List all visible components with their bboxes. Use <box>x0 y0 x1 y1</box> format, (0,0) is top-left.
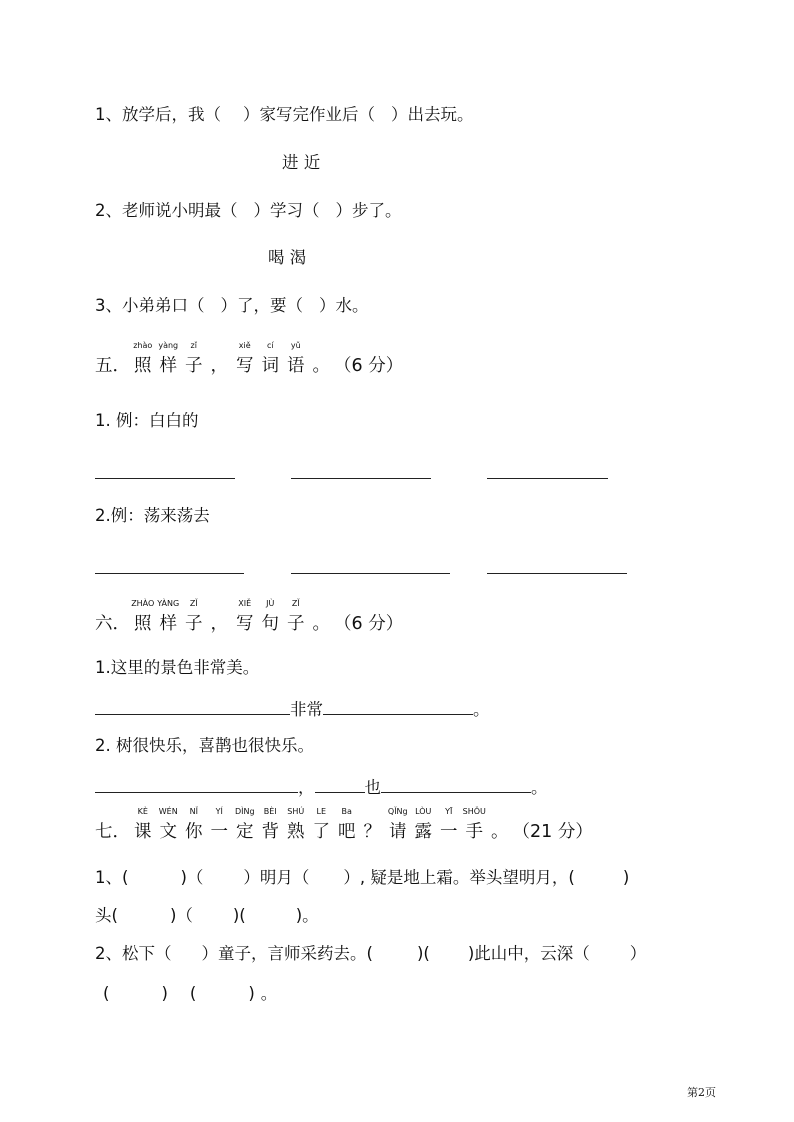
pinyin-annotation: cí <box>266 341 274 350</box>
ruby-char <box>156 807 182 844</box>
answer-line[interactable] <box>487 573 627 574</box>
heading-char: 手 <box>465 822 483 842</box>
heading-char: 熟 <box>287 822 305 842</box>
ruby-char <box>130 807 156 844</box>
answer-line[interactable] <box>291 478 431 479</box>
pinyin-annotation: YÍ <box>215 807 223 816</box>
ruby-char <box>258 599 284 636</box>
section-6-fill-1: 非常 。 <box>95 696 490 721</box>
ruby-char <box>130 599 156 636</box>
heading-char: ？ <box>363 822 381 842</box>
answer-line[interactable] <box>95 573 244 574</box>
answer-line[interactable] <box>323 696 473 715</box>
ruby-char <box>487 820 513 844</box>
heading-char: 语 <box>287 356 305 376</box>
heading-char: 写 <box>236 614 254 634</box>
pinyin-annotation: LE <box>316 807 326 816</box>
section-7-heading: 七． KÈ 课 WÉN 文 NǏ 你 YÍ 一 DÌNg 定 BÈI 背 SHÚ 熟 LE 了 Ba 吧 ？ QǏNg 请 LÒU 露 YĪ 一 SHǑU 手 。 （21 分） <box>95 807 593 842</box>
pinyin-annotation: JÙ <box>266 599 275 608</box>
heading-char: 一 <box>440 822 458 842</box>
ruby-char <box>283 341 309 378</box>
pinyin-annotation: Ba <box>341 807 352 816</box>
ruby-char <box>385 807 411 844</box>
section-6-example-1: 1.这里的景色非常美。 <box>95 658 260 677</box>
answer-line[interactable] <box>95 774 298 793</box>
pinyin-annotation: ZHÀO <box>131 599 155 608</box>
ruby-char <box>360 820 386 844</box>
heading-char: 。 <box>312 356 330 376</box>
pinyin-annotation: XIĚ <box>238 599 252 608</box>
pinyin-annotation: yàng <box>158 341 179 350</box>
poem-1-line-2: 头( )（ )( )。 <box>95 906 319 925</box>
heading-char: 。 <box>312 614 330 634</box>
ruby-char <box>232 807 258 844</box>
pinyin-annotation: QǏNg <box>387 807 408 816</box>
ruby-char <box>207 354 233 378</box>
heading-char: 样 <box>159 614 177 634</box>
poem-2-line-2: ( ) ( ) 。 <box>103 984 278 1003</box>
section-6-fill-2: ， 也 。 <box>95 774 548 799</box>
ruby-char <box>207 612 233 636</box>
pinyin-annotation: xiě <box>238 341 251 350</box>
heading-char: 吧 <box>338 822 356 842</box>
heading-char: 词 <box>261 356 279 376</box>
heading-char: 定 <box>236 822 254 842</box>
pinyin-annotation: ZǏ <box>291 599 300 608</box>
pinyin-annotation: yǔ <box>290 341 301 350</box>
pinyin-annotation: ZǏ <box>189 599 198 608</box>
heading-char: 请 <box>389 822 407 842</box>
ruby-char <box>232 599 258 636</box>
ruby-char <box>181 807 207 844</box>
section-5-example-1: 1. 例：白白的 <box>95 411 199 430</box>
ruby-char <box>181 599 207 636</box>
pinyin-annotation: zhào <box>133 341 153 350</box>
heading-char: 。 <box>491 822 509 842</box>
ruby-char <box>156 599 182 636</box>
answer-line[interactable] <box>315 774 365 793</box>
ruby-char <box>258 807 284 844</box>
ruby-char <box>309 807 335 844</box>
poem-1-line-1: 1、( )（ ）明月（ ）, 疑是地上霜。举头望明月，( ) <box>95 868 630 887</box>
answer-line[interactable] <box>95 478 235 479</box>
pinyin-annotation: WÉN <box>158 807 178 816</box>
word-pair-2: 喝 渴 <box>268 248 307 267</box>
heading-char: 了 <box>312 822 330 842</box>
ruby-char <box>283 599 309 636</box>
q4-line-3: 3、小弟弟口（ ）了，要（ ）水。 <box>95 296 369 315</box>
section-6-example-2: 2. 树很快乐，喜鹊也很快乐。 <box>95 736 314 755</box>
pinyin-annotation: SHǑU <box>462 807 486 816</box>
q4-line-1: 1、放学后，我（ ）家写完作业后（ ）出去玩。 <box>95 105 474 124</box>
pinyin-annotation: SHÚ <box>287 807 305 816</box>
pinyin-annotation: DÌNg <box>234 807 255 816</box>
heading-char: 样 <box>159 356 177 376</box>
heading-char: 背 <box>261 822 279 842</box>
ruby-char <box>181 341 207 378</box>
pinyin-annotation: zǐ <box>190 341 197 350</box>
word-pair-1: 进 近 <box>282 153 321 172</box>
heading-char: 照 <box>134 356 152 376</box>
ruby-char <box>207 807 233 844</box>
heading-char: 文 <box>159 822 177 842</box>
pinyin-annotation: YĪ <box>445 807 453 816</box>
ruby-char <box>411 807 437 844</box>
pinyin-annotation: LÒU <box>415 807 432 816</box>
answer-line[interactable] <box>95 696 290 715</box>
page-number: 第2页 <box>687 1086 716 1099</box>
pinyin-annotation: YÀNG <box>157 599 180 608</box>
ruby-char <box>309 354 335 378</box>
ruby-char <box>462 807 488 844</box>
heading-char: 课 <box>134 822 152 842</box>
answer-line[interactable] <box>291 573 450 574</box>
ruby-char <box>156 341 182 378</box>
poem-2-line-1: 2、松下（ ）童子，言师采药去。( )( )此山中，云深（ ） <box>95 944 647 963</box>
heading-char: ， <box>210 356 228 376</box>
ruby-char <box>436 807 462 844</box>
ruby-char <box>334 807 360 844</box>
pinyin-annotation: KÈ <box>137 807 148 816</box>
heading-char: 你 <box>185 822 203 842</box>
heading-char: 子 <box>185 356 203 376</box>
heading-char: 一 <box>210 822 228 842</box>
heading-char: 写 <box>236 356 254 376</box>
ruby-char <box>309 612 335 636</box>
section-5-heading: 五． zhào 照 yàng 样 zǐ 子 ， xiě 写 cí 词 yǔ 语 。 （6 分） <box>95 341 404 376</box>
ruby-char <box>232 341 258 378</box>
heading-char: 露 <box>414 822 432 842</box>
heading-char: 句 <box>261 614 279 634</box>
ruby-char <box>130 341 156 378</box>
heading-char: ， <box>210 614 228 634</box>
pinyin-annotation: BÈI <box>263 807 277 816</box>
pinyin-annotation: NǏ <box>189 807 198 816</box>
ruby-char <box>283 807 309 844</box>
heading-char: 子 <box>287 614 305 634</box>
heading-char: 子 <box>185 614 203 634</box>
section-5-example-2: 2.例：荡来荡去 <box>95 506 210 525</box>
answer-line[interactable] <box>487 478 608 479</box>
ruby-char <box>258 341 284 378</box>
q4-line-2: 2、老师说小明最（ ）学习（ ）步了。 <box>95 201 402 220</box>
heading-char: 照 <box>134 614 152 634</box>
answer-line[interactable] <box>381 774 531 793</box>
section-6-heading: 六． ZHÀO 照 YÀNG 样 ZǏ 子 ， XIĚ 写 JÙ 句 ZǏ 子 。 （6 分） <box>95 599 404 634</box>
